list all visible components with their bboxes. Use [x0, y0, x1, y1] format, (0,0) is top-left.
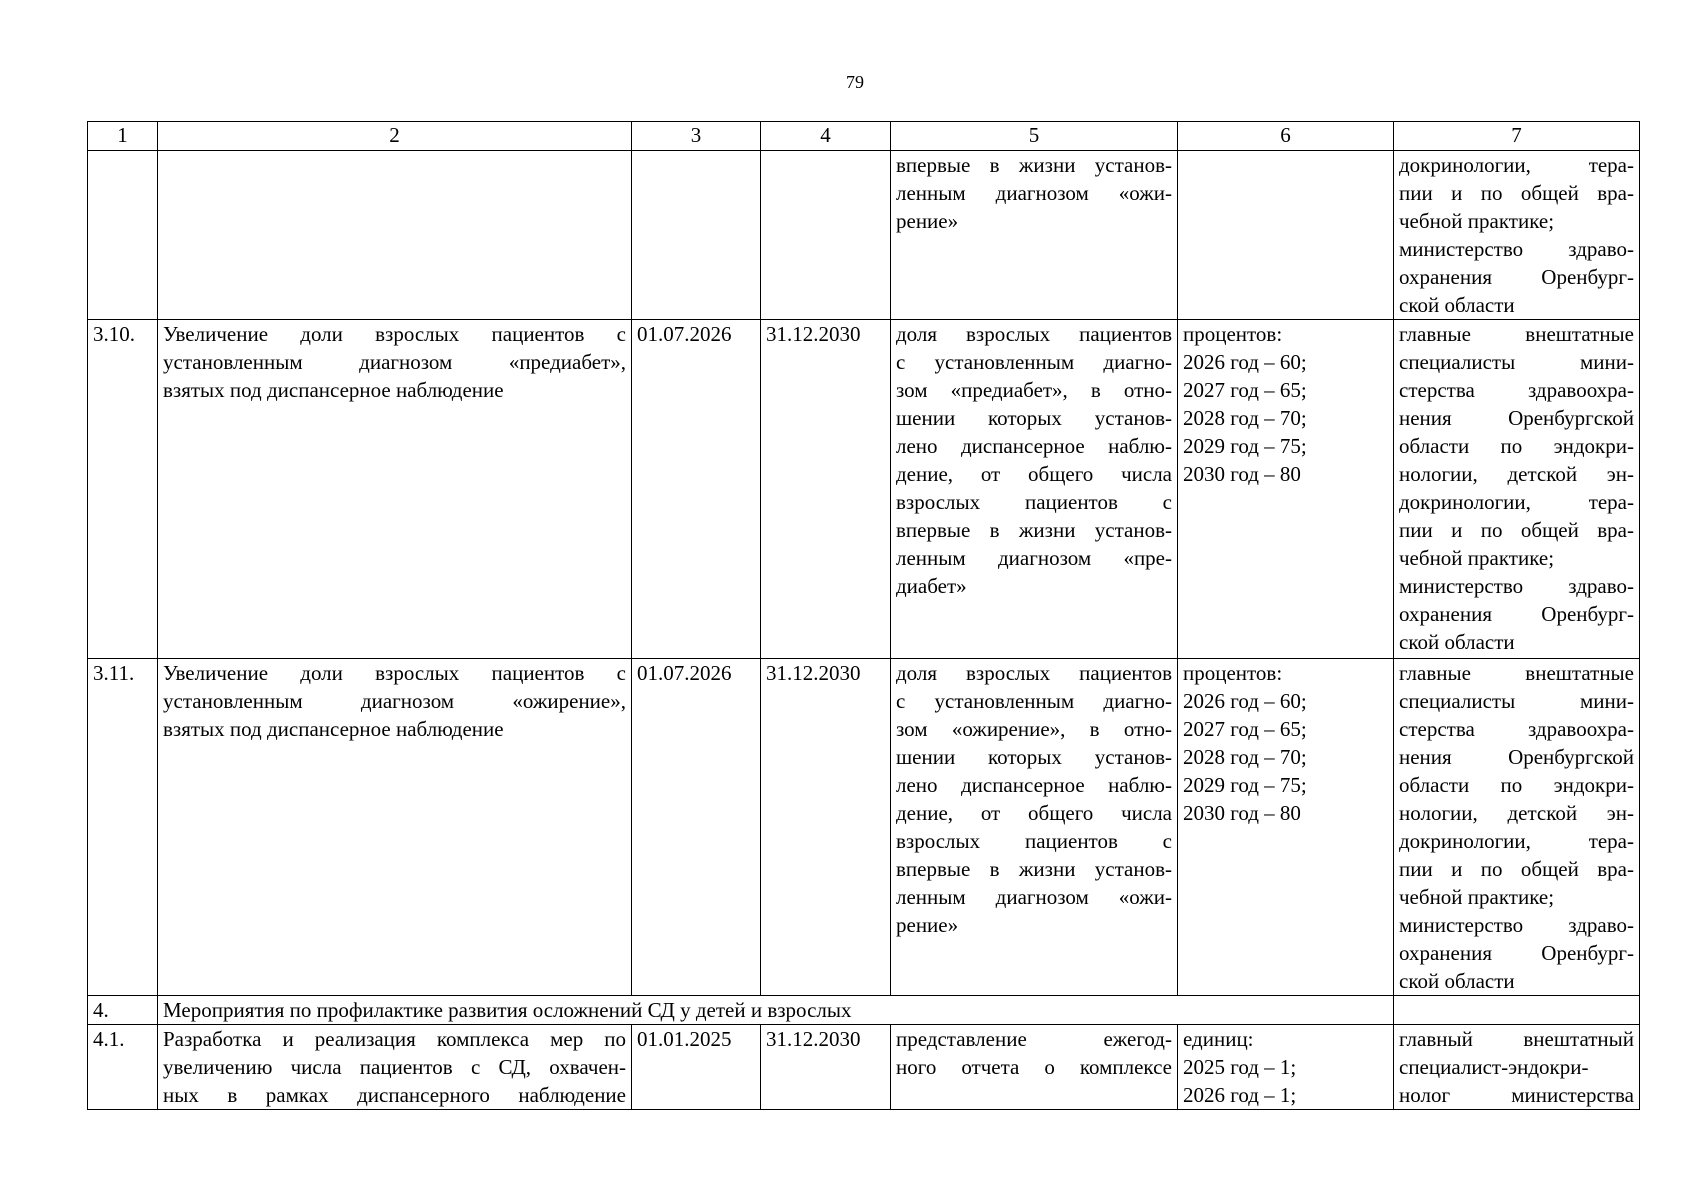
cell-end: 31.12.2030 [761, 659, 891, 996]
text-line: впервые в жизни установ- [896, 857, 1172, 881]
text-line: взятых под диспансерное наблюдение [163, 717, 504, 741]
text-line: министерство здраво- [1399, 574, 1634, 598]
text-line: 2028 год – 70; [1183, 745, 1307, 769]
text-line: дение, от общего числа [896, 801, 1172, 825]
text-line: ской области [1399, 969, 1515, 993]
cell-indicator [891, 659, 1178, 996]
text-line: главные внештатные [1399, 322, 1634, 346]
text-line: шении которых установ- [896, 406, 1172, 430]
text-line: лено диспансерное наблю- [896, 434, 1172, 458]
cell-end: 31.12.2030 [761, 1025, 891, 1110]
text-line: министерство здраво- [1399, 237, 1634, 261]
text-line: пии и по общей вра- [1399, 857, 1634, 881]
text-line: впервые в жизни установ- [896, 153, 1172, 177]
text-line: зом «предиабет», в отно- [896, 378, 1172, 402]
cell-indicator [891, 320, 1178, 659]
text-line: рение» [896, 209, 959, 233]
text-line: докринологии, тера- [1399, 829, 1634, 853]
text-line: нолог министерства [1399, 1083, 1634, 1107]
cell-responsible [1394, 996, 1640, 1025]
text-line: диабет» [896, 574, 967, 598]
text-line: главный внештатный [1399, 1027, 1634, 1051]
table-row [88, 659, 1640, 996]
cell-responsible [1394, 151, 1640, 320]
text-line: специалисты мини- [1399, 350, 1634, 374]
text-line: ленным диагнозом «пре- [896, 546, 1172, 570]
header-cell: 4 [761, 122, 891, 151]
text-line: доля взрослых пациентов [896, 322, 1172, 346]
text-line: Разработка и реализация комплекса мер по [163, 1027, 626, 1051]
text-line: 2029 год – 75; [1183, 434, 1307, 458]
cell-start: 01.07.2026 [632, 320, 761, 659]
header-cell: 6 [1178, 122, 1394, 151]
cell-values [1178, 1025, 1394, 1110]
cell-values [1178, 151, 1394, 320]
text-line: взрослых пациентов с [896, 490, 1172, 514]
text-line: стерства здравоохра- [1399, 717, 1634, 741]
text-line: 2028 год – 70; [1183, 406, 1307, 430]
cell-indicator [891, 151, 1178, 320]
text-line: ных в рамках диспансерного наблюдение [163, 1083, 626, 1107]
text-line: взятых под диспансерное наблюдение [163, 378, 504, 402]
cell-indicator [891, 1025, 1178, 1110]
text-line: зом «ожирение», в отно- [896, 717, 1172, 741]
cell-start [632, 151, 761, 320]
text-line: специалист-эндокри- [1399, 1055, 1589, 1079]
text-line: Увеличение доли взрослых пациентов с [163, 322, 626, 346]
text-line: ленным диагнозом «ожи- [896, 181, 1172, 205]
text-line: рение» [896, 913, 959, 937]
text-line: охранения Оренбург- [1399, 941, 1634, 965]
text-line: 2029 год – 75; [1183, 773, 1307, 797]
cell-end: 31.12.2030 [761, 320, 891, 659]
text-line: представление ежегод- [896, 1027, 1172, 1051]
text-line: дение, от общего числа [896, 462, 1172, 486]
text-line: ской области [1399, 630, 1515, 654]
cell-start: 01.01.2025 [632, 1025, 761, 1110]
text-line: процентов: [1183, 322, 1283, 346]
text-line: 2030 год – 80 [1183, 801, 1301, 825]
text-line: нения Оренбургской [1399, 745, 1634, 769]
header-cell: 2 [158, 122, 632, 151]
cell-responsible [1394, 659, 1640, 996]
text-line: 2025 год – 1; [1183, 1055, 1297, 1079]
cell-values [1178, 320, 1394, 659]
section-row [88, 996, 1640, 1025]
text-line: ленным диагнозом «ожи- [896, 885, 1172, 909]
table-row [88, 1025, 1640, 1110]
text-line: ного отчета о комплексе [896, 1055, 1172, 1079]
cell-num: 3.11. [88, 659, 158, 996]
text-line: главные внештатные [1399, 661, 1634, 685]
text-line: с установленным диагно- [896, 689, 1172, 713]
text-line: докринологии, тера- [1399, 490, 1634, 514]
header-cell: 1 [88, 122, 158, 151]
cell-start: 01.07.2026 [632, 659, 761, 996]
cell-num [88, 151, 158, 320]
text-line: увеличению числа пациентов с СД, охвачен- [163, 1055, 626, 1079]
cell-responsible [1394, 320, 1640, 659]
text-line: лено диспансерное наблю- [896, 773, 1172, 797]
cell-title [158, 320, 632, 659]
text-line: доля взрослых пациентов [896, 661, 1172, 685]
cell-title [158, 659, 632, 996]
cell-num: 4. [88, 996, 158, 1025]
text-line: чебной практике; [1399, 885, 1555, 909]
text-line: докринологии, тера- [1399, 153, 1634, 177]
text-line: 2026 год – 1; [1183, 1083, 1297, 1107]
text-line: нологии, детской эн- [1399, 801, 1634, 825]
cell-values [1178, 659, 1394, 996]
text-line: нения Оренбургской [1399, 406, 1634, 430]
header-row [88, 122, 1640, 151]
text-line: 2030 год – 80 [1183, 462, 1301, 486]
cell-responsible [1394, 1025, 1640, 1110]
cell-end [761, 151, 891, 320]
text-line: установленным диагнозом «предиабет», [163, 350, 626, 374]
text-line: единиц: [1183, 1027, 1254, 1051]
text-line: впервые в жизни установ- [896, 518, 1172, 542]
text-line: Увеличение доли взрослых пациентов с [163, 661, 626, 685]
cell-title [158, 1025, 632, 1110]
page-number: 79 [846, 72, 864, 92]
text-line: 2026 год – 60; [1183, 350, 1307, 374]
text-line: 2027 год – 65; [1183, 378, 1307, 402]
activities-table [87, 121, 1640, 1110]
text-line: взрослых пациентов с [896, 829, 1172, 853]
text-line: чебной практике; [1399, 209, 1555, 233]
text-line: нологии, детской эн- [1399, 462, 1634, 486]
text-line: стерства здравоохра- [1399, 378, 1634, 402]
text-line: области по эндокри- [1399, 773, 1634, 797]
cell-title [158, 151, 632, 320]
text-line: шении которых установ- [896, 745, 1172, 769]
text-line: пии и по общей вра- [1399, 181, 1634, 205]
header-cell: 7 [1394, 122, 1640, 151]
text-line: 2027 год – 65; [1183, 717, 1307, 741]
text-line: охранения Оренбург- [1399, 602, 1634, 626]
table-row [88, 320, 1640, 659]
cell-num: 3.10. [88, 320, 158, 659]
text-line: с установленным диагно- [896, 350, 1172, 374]
text-line: ской области [1399, 293, 1515, 317]
text-line: 2026 год – 60; [1183, 689, 1307, 713]
text-line: министерство здраво- [1399, 913, 1634, 937]
text-line: области по эндокри- [1399, 434, 1634, 458]
text-line: чебной практике; [1399, 546, 1555, 570]
text-line: специалисты мини- [1399, 689, 1634, 713]
text-line: охранения Оренбург- [1399, 265, 1634, 289]
header-cell: 5 [891, 122, 1178, 151]
text-line: установленным диагнозом «ожирение», [163, 689, 626, 713]
section-title: Мероприятия по профилактике развития осложнений СД у детей и взрослых [158, 996, 1394, 1025]
text-line: процентов: [1183, 661, 1283, 685]
text-line: пии и по общей вра- [1399, 518, 1634, 542]
cell-num: 4.1. [88, 1025, 158, 1110]
table-row-continued [88, 151, 1640, 320]
header-cell: 3 [632, 122, 761, 151]
